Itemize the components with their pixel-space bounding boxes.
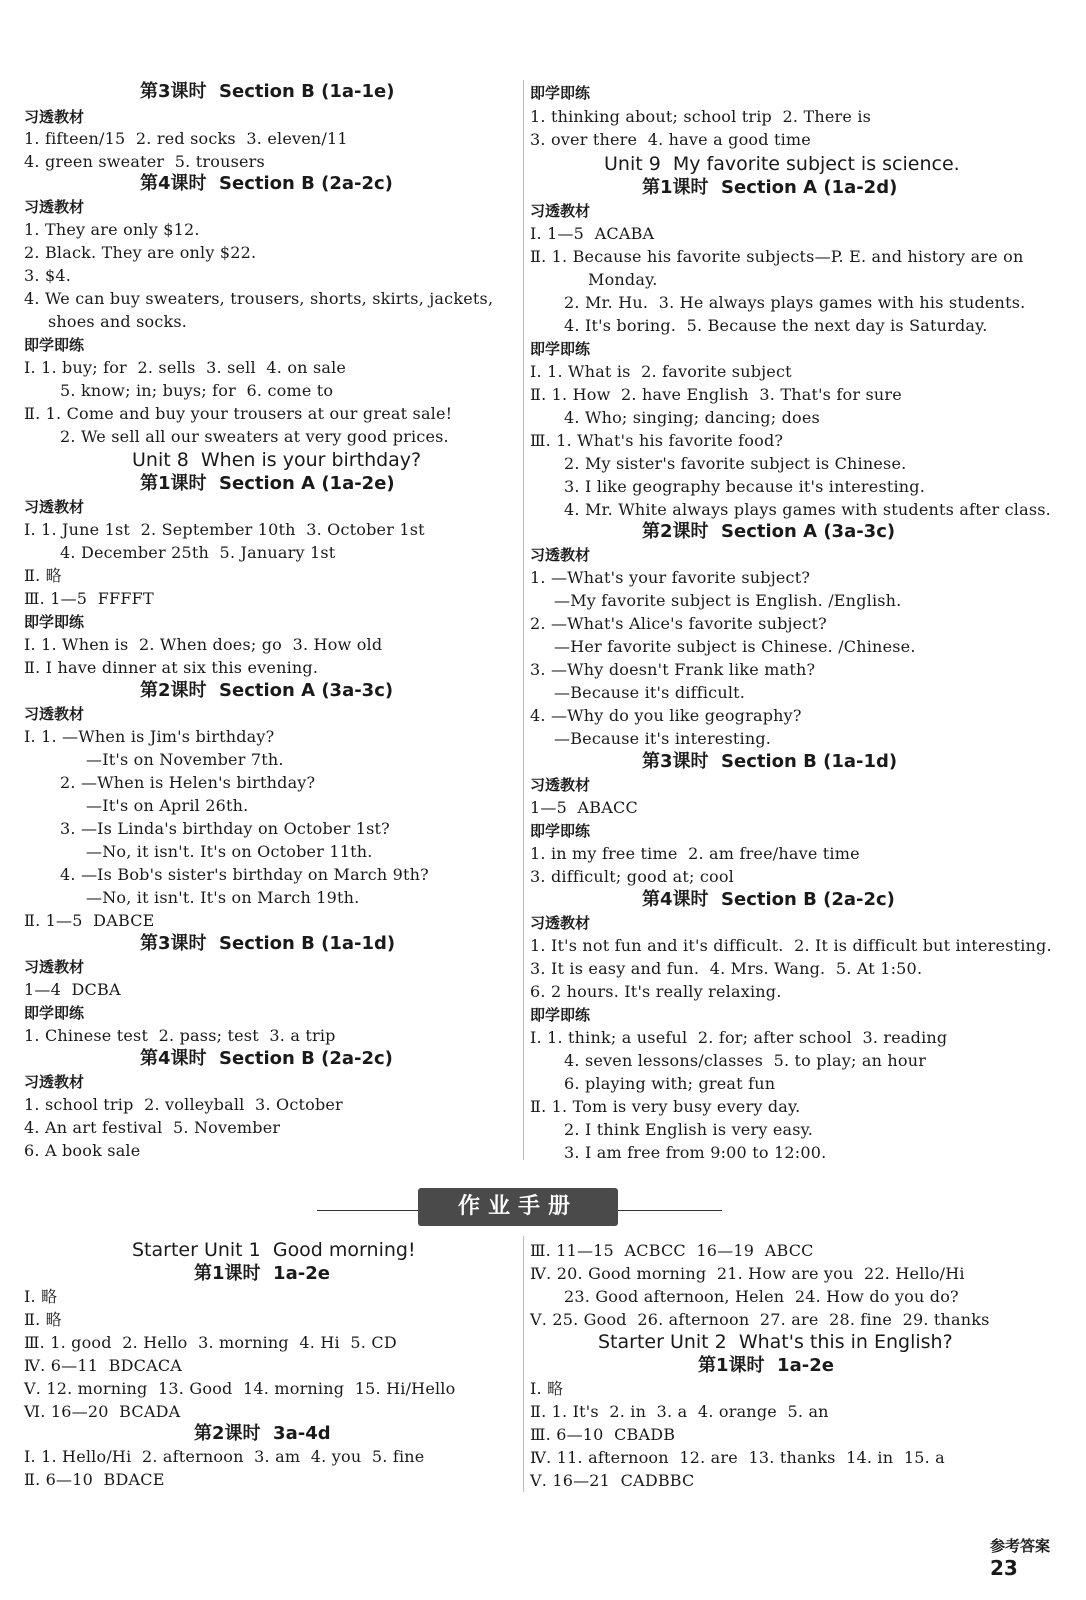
lesson-title: 第1课时 1a-2e	[698, 1355, 834, 1376]
answer-line: 1. It's not fun and it's difficult. 2. It is difficult but interesting.	[530, 936, 1052, 955]
answer-line: Ⅰ. 1. think; a useful 2. for; after school 3. reading	[530, 1028, 948, 1047]
lesson-title: 第2课时 Section A (3a-3c)	[642, 521, 896, 542]
answer-line: Ⅱ. 1. Come and buy your trousers at our great sale!	[24, 404, 453, 423]
answer-line: Ⅱ. 略	[24, 1310, 62, 1329]
answer-line: Ⅳ. 6—11 BDCACA	[24, 1356, 183, 1375]
answer-line: Ⅱ. I have dinner at six this evening.	[24, 658, 319, 677]
answer-line: 2. Mr. Hu. 3. He always plays games with his students.	[564, 293, 1026, 312]
answer-line: Ⅱ. 6—10 BDACE	[24, 1470, 165, 1489]
answer-line: Ⅳ. 20. Good morning 21. How are you 22. Hello/Hi	[530, 1264, 965, 1283]
answer-line: —It's on November 7th.	[86, 750, 284, 769]
answer-line: 3. —Is Linda's birthday on October 1st?	[60, 819, 390, 838]
answer-line: —No, it isn't. It's on October 11th.	[86, 842, 373, 861]
answer-line: 4. December 25th 5. January 1st	[60, 543, 336, 562]
answer-line: —Because it's difficult.	[554, 683, 746, 702]
footer-label: 参考答案	[989, 1537, 1050, 1555]
answer-line: 6. A book sale	[24, 1141, 141, 1160]
section-label: 习透教材	[530, 914, 591, 932]
lesson-title: 第4课时 Section B (2a-2c)	[140, 1048, 393, 1069]
lesson-title: 第3课时 Section B (1a-1d)	[642, 751, 898, 772]
answer-line: Ⅴ. 12. morning 13. Good 14. morning 15. Hi/Hello	[24, 1379, 456, 1398]
answer-line: 3. difficult; good at; cool	[530, 867, 734, 886]
answer-line: 1. Chinese test 2. pass; test 3. a trip	[24, 1026, 336, 1045]
answer-line: 4. We can buy sweaters, trousers, shorts, skirts, jackets,	[24, 289, 494, 308]
answer-line: 4. —Is Bob's sister's birthday on March 9th?	[60, 865, 429, 884]
answer-line: 4. An art festival 5. November	[24, 1118, 281, 1137]
unit-title: Starter Unit 2 What's this in English?	[598, 1331, 953, 1353]
answer-line: 2. We sell all our sweaters at very good prices.	[60, 427, 449, 446]
answer-line: 1. fifteen/15 2. red socks 3. eleven/11	[24, 129, 348, 148]
section-label: 即学即练	[24, 613, 85, 631]
lesson-title: 第1课时 Section A (1a-2e)	[140, 473, 395, 494]
answer-line: 6. 2 hours. It's really relaxing.	[530, 982, 782, 1001]
answer-line: —It's on April 26th.	[86, 796, 249, 815]
section-label: 即学即练	[530, 1006, 591, 1024]
unit-title: Unit 9 My favorite subject is science.	[604, 153, 960, 175]
answer-line: 23. Good afternoon, Helen 24. How do you do?	[564, 1287, 959, 1306]
lesson-title: 第1课时 1a-2e	[194, 1263, 330, 1284]
answer-line: Ⅲ. 1—5 FFFFT	[24, 589, 154, 608]
answer-line: Ⅱ. 1. Because his favorite subjects—P. E. and history are on	[530, 247, 1024, 266]
answer-line: —No, it isn't. It's on March 19th.	[86, 888, 360, 907]
section-label: 习透教材	[24, 108, 85, 126]
answer-line: 3. It is easy and fun. 4. Mrs. Wang. 5. At 1:50.	[530, 959, 923, 978]
answer-line: Ⅳ. 11. afternoon 12. are 13. thanks 14. in 15. a	[530, 1448, 945, 1467]
answer-line: Ⅰ. 1. buy; for 2. sells 3. sell 4. on sale	[24, 358, 347, 377]
answer-line: Ⅴ. 16—21 CADBBC	[530, 1471, 695, 1490]
answer-line: 3. over there 4. have a good time	[530, 130, 811, 149]
answer-line: Ⅱ. 1. Tom is very busy every day.	[530, 1097, 801, 1116]
answer-line: Ⅲ. 6—10 CBADB	[530, 1425, 676, 1444]
section-label: 习透教材	[530, 546, 591, 564]
lesson-title: 第4课时 Section B (2a-2c)	[140, 173, 393, 194]
section-label: 习透教材	[530, 776, 591, 794]
answer-line: Ⅱ. 1. How 2. have English 3. That's for sure	[530, 385, 902, 404]
answer-line: 2. —When is Helen's birthday?	[60, 773, 316, 792]
answer-line: —Her favorite subject is Chinese. /Chinese.	[554, 637, 916, 656]
answer-line: 2. Black. They are only $22.	[24, 243, 257, 262]
answer-line: 4. seven lessons/classes 5. to play; an hour	[564, 1051, 927, 1070]
section-label: 习透教材	[24, 958, 85, 976]
lesson-title: 第2课时 3a-4d	[194, 1423, 331, 1444]
answer-line: 5. know; in; buys; for 6. come to	[60, 381, 334, 400]
section-label: 习透教材	[24, 1073, 85, 1091]
answer-line: 6. playing with; great fun	[564, 1074, 776, 1093]
answer-line: Ⅵ. 16—20 BCADA	[24, 1402, 181, 1421]
answer-line: 2. I think English is very easy.	[564, 1120, 814, 1139]
answer-line: 2. My sister's favorite subject is Chinese.	[564, 454, 907, 473]
answer-line: Ⅱ. 1—5 DABCE	[24, 911, 155, 930]
column-separator-bottom	[523, 1236, 524, 1492]
answer-line: Ⅲ. 1. good 2. Hello 3. morning 4. Hi 5. CD	[24, 1333, 397, 1352]
column-separator-top	[523, 80, 524, 1160]
lesson-title: 第3课时 Section B (1a-1e)	[140, 81, 395, 102]
section-label: 习透教材	[24, 498, 85, 516]
answer-line: 1. thinking about; school trip 2. There is	[530, 107, 872, 126]
answer-line: shoes and socks.	[48, 312, 188, 331]
answer-line: 3. —Why doesn't Frank like math?	[530, 660, 816, 679]
lesson-title: 第1课时 Section A (1a-2d)	[642, 177, 898, 198]
page-number: 23	[989, 1556, 1018, 1580]
answer-line: Ⅰ. 1—5 ACABA	[530, 224, 655, 243]
section-label: 即学即练	[24, 1004, 85, 1022]
answer-line: 1—4 DCBA	[24, 980, 121, 999]
answer-line: —Because it's interesting.	[554, 729, 772, 748]
answer-line: Ⅰ. 1. What is 2. favorite subject	[530, 362, 792, 381]
answer-line: 2. —What's Alice's favorite subject?	[530, 614, 827, 633]
answer-line: —My favorite subject is English. /English.	[554, 591, 902, 610]
page-footer	[980, 1517, 1050, 1580]
answer-line: Ⅰ. 略	[530, 1379, 564, 1398]
answer-line: Ⅱ. 略	[24, 566, 62, 585]
section-label: 即学即练	[530, 822, 591, 840]
answer-line: 3. I am free from 9:00 to 12:00.	[564, 1143, 827, 1162]
answer-line: Ⅰ. 1. —When is Jim's birthday?	[24, 727, 275, 746]
answer-line: Ⅱ. 1. It's 2. in 3. a 4. orange 5. an	[530, 1402, 829, 1421]
section-label: 习透教材	[24, 198, 85, 216]
answer-line: 3. $4.	[24, 266, 71, 285]
answer-line: 1. in my free time 2. am free/have time	[530, 844, 860, 863]
section-label: 即学即练	[24, 336, 85, 354]
answer-line: 4. Mr. White always plays games with students after class.	[564, 500, 1051, 519]
answer-line: 3. I like geography because it's interesting.	[564, 477, 926, 496]
section-label: 习透教材	[530, 202, 591, 220]
answer-line: Ⅴ. 25. Good 26. afternoon 27. are 28. fine 29. thanks	[530, 1310, 990, 1329]
answer-line: 4. It's boring. 5. Because the next day is Saturday.	[564, 316, 988, 335]
answer-line: Ⅰ. 1. Hello/Hi 2. afternoon 3. am 4. you 5. fine	[24, 1447, 425, 1466]
section-label: 即学即练	[530, 84, 591, 102]
lesson-title: 第2课时 Section A (3a-3c)	[140, 680, 394, 701]
answer-line: Ⅰ. 略	[24, 1287, 58, 1306]
answer-line: Ⅲ. 1. What's his favorite food?	[530, 431, 784, 450]
answer-line: 4. Who; singing; dancing; does	[564, 408, 820, 427]
answer-line: 1. school trip 2. volleyball 3. October	[24, 1095, 343, 1114]
answer-line: Ⅲ. 11—15 ACBCC 16—19 ABCC	[530, 1241, 814, 1260]
answer-line: Ⅰ. 1. When is 2. When does; go 3. How old	[24, 635, 383, 654]
homework-banner: 作业手册	[418, 1188, 618, 1226]
answer-line: 1. —What's your favorite subject?	[530, 568, 811, 587]
answer-line: 1. They are only $12.	[24, 220, 200, 239]
lesson-title: 第3课时 Section B (1a-1d)	[140, 933, 396, 954]
lesson-title: 第4课时 Section B (2a-2c)	[642, 889, 895, 910]
answer-line: 1—5 ABACC	[530, 798, 638, 817]
answer-line: Ⅰ. 1. June 1st 2. September 10th 3. October 1st	[24, 520, 425, 539]
answer-line: 4. green sweater 5. trousers	[24, 152, 265, 171]
section-label: 习透教材	[24, 705, 85, 723]
section-label: 即学即练	[530, 340, 591, 358]
answer-line: Monday.	[588, 270, 658, 289]
unit-title: Unit 8 When is your birthday?	[132, 449, 422, 471]
unit-title: Starter Unit 1 Good morning!	[132, 1239, 416, 1261]
answer-line: 4. —Why do you like geography?	[530, 706, 802, 725]
